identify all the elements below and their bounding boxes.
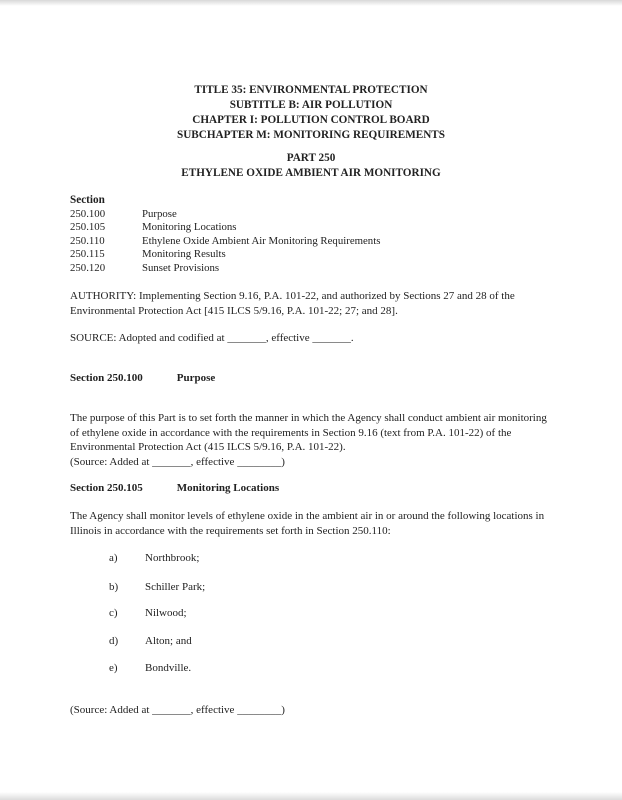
purpose-paragraph: The purpose of this Part is to set forth the manner in which the Agency shall conduct ambient air monitoring of ethylene oxide in accordance with the requirements in Section 9.16 (text from P.A. 101-22) of the Environmental Protection Act (415 ILCS 5/9.16, P.A. 101-22).	[70, 412, 547, 454]
toc-row	[70, 221, 550, 235]
toc-section-title: Sunset Provisions	[142, 261, 220, 274]
section-heading-monitoring-locations	[70, 481, 552, 496]
list-item-label: b)	[109, 581, 119, 593]
scan-edge-bottom	[0, 792, 622, 800]
header-title: TITLE 35: ENVIRONMENTAL PROTECTION	[194, 84, 428, 96]
toc-section-title: Monitoring Results	[142, 248, 226, 261]
list-item-label: e)	[109, 662, 118, 674]
toc-section-title: Ethylene Oxide Ambient Air Monitoring Requirements	[142, 234, 381, 247]
toc-section-title: Monitoring Locations	[142, 221, 237, 234]
header-chapter: CHAPTER I: POLLUTION CONTROL BOARD	[192, 114, 430, 126]
part-number: PART 250	[286, 152, 336, 164]
toc-row	[70, 262, 550, 276]
list-item-text: Bondville.	[145, 662, 192, 674]
section-heading-purpose	[70, 371, 552, 386]
toc-row	[70, 248, 550, 262]
list-item-text: Nilwood;	[145, 607, 187, 619]
list-item-label: c)	[109, 607, 118, 619]
part-header	[0, 151, 622, 181]
monitoring-locations-source-line: (Source: Added at _______, effective ________)	[70, 704, 285, 716]
toc-section-number: 250.115	[70, 248, 105, 261]
section-number: Section 250.105	[70, 482, 143, 494]
document-header	[0, 83, 622, 143]
list-item	[109, 661, 191, 675]
purpose-source-line: (Source: Added at _______, effective ________)	[70, 456, 285, 468]
list-item-text: Alton; and	[145, 635, 192, 647]
toc-heading: Section	[70, 194, 105, 206]
list-item	[109, 551, 199, 565]
toc-row	[70, 208, 550, 222]
part-title: ETHYLENE OXIDE AMBIENT AIR MONITORING	[181, 167, 441, 179]
toc-section-number: 250.105	[70, 221, 106, 234]
list-item	[109, 634, 192, 648]
toc-row	[70, 235, 550, 249]
header-subtitle: SUBTITLE B: AIR POLLUTION	[229, 99, 393, 111]
list-item-text: Northbrook;	[145, 552, 200, 564]
toc-section-number: 250.100	[70, 207, 106, 220]
scan-edge-top	[0, 0, 622, 6]
authority-paragraph: AUTHORITY: Implementing Section 9.16, P.A. 101-22, and authorized by Sections 27 and 28 of the Environmental Protection Act [415 ILCS 5/9.16, P.A. 101-22; 27; and 28].	[70, 290, 515, 317]
source-line: SOURCE: Adopted and codified at _______, effective _______.	[70, 332, 354, 344]
monitoring-locations-paragraph: The Agency shall monitor levels of ethylene oxide in the ambient air in or around the following locations in Illinois in accordance with the requirements set forth in Section 250.110:	[70, 510, 545, 537]
header-subchapter: SUBCHAPTER M: MONITORING REQUIREMENTS	[176, 129, 445, 141]
section-title: Monitoring Locations	[176, 482, 280, 494]
list-item-label: d)	[109, 635, 119, 647]
list-item	[109, 580, 205, 594]
list-item	[109, 606, 187, 620]
toc-section-number: 250.110	[70, 234, 105, 247]
section-number: Section 250.100	[70, 372, 143, 384]
toc-section-number: 250.120	[70, 261, 106, 274]
table-of-contents	[70, 194, 550, 276]
toc-section-title: Purpose	[142, 207, 177, 220]
section-title: Purpose	[176, 372, 216, 384]
list-item-label: a)	[109, 552, 118, 564]
list-item-text: Schiller Park;	[145, 581, 206, 593]
